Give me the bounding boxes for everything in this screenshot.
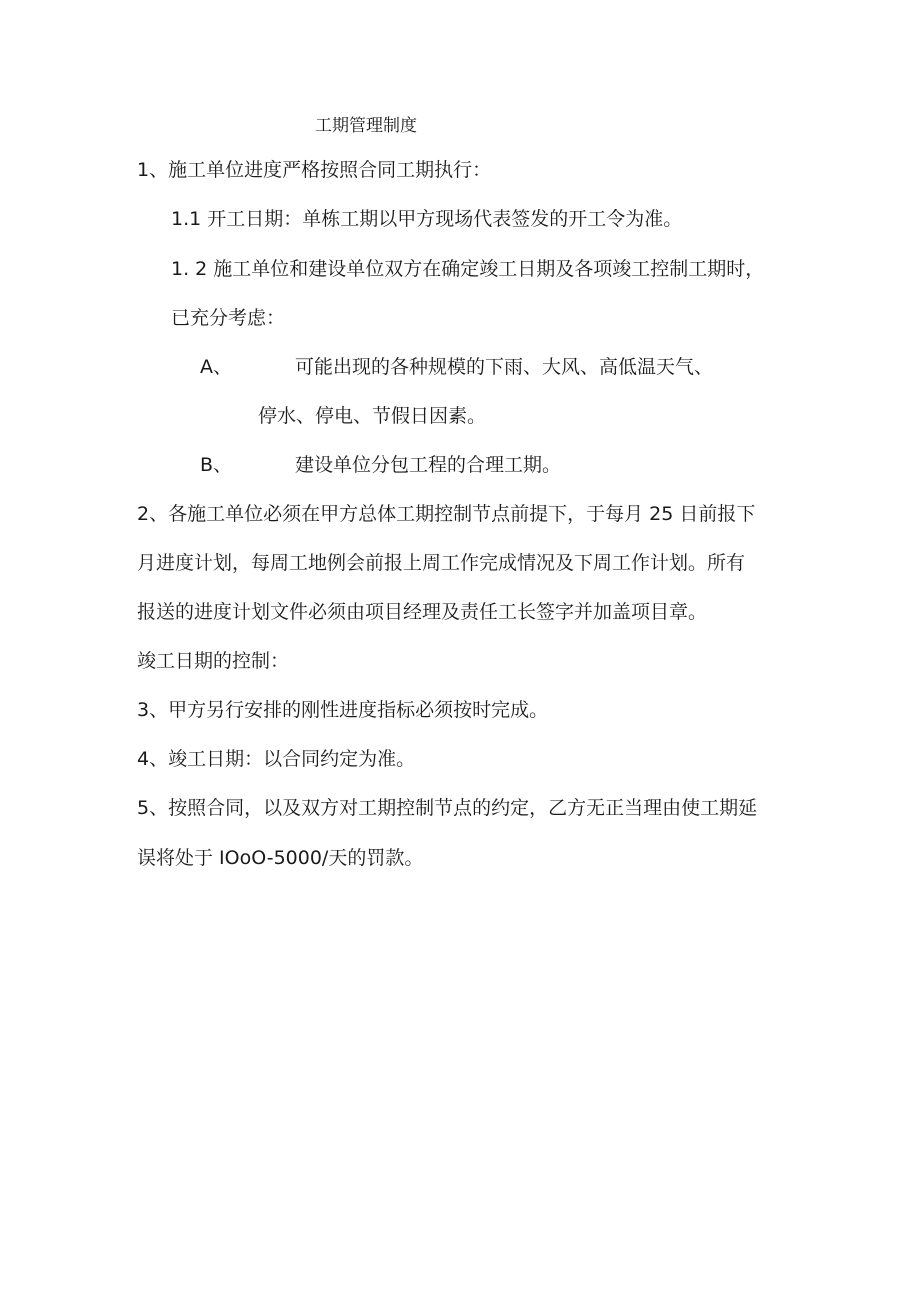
sub-b-marker: B、 <box>200 454 233 476</box>
item-1-2-line2: 已充分考虑： <box>171 307 286 329</box>
item-5-line1: 5、按照合同，以及双方对工期控制节点的约定，乙方无正当理由使工期延 <box>137 797 758 819</box>
item-5-line2: 误将处于 IOoO-5000/天的罚款。 <box>137 847 424 869</box>
item-2-line1: 2、各施工单位必须在甲方总体工期控制节点前提下，于每月 25 日前报下 <box>137 503 756 525</box>
document-title: 工期管理制度 <box>315 116 417 136</box>
heading-completion-control: 竣工日期的控制： <box>137 650 290 672</box>
item-1-1: 1.1 开工日期：单栋工期以甲方现场代表签发的开工令为准。 <box>171 208 683 230</box>
sub-a-line2: 停水、停电、节假日因素。 <box>258 405 487 427</box>
sub-a-marker: A、 <box>200 356 232 378</box>
item-1: 1、施工单位进度严格按照合同工期执行： <box>137 159 492 181</box>
item-2-line3: 报送的进度计划文件必须由项目经理及责任工长签字并加盖项目章。 <box>137 601 708 623</box>
item-4: 4、竣工日期：以合同约定为准。 <box>137 748 416 770</box>
sub-b-line1: 建设单位分包工程的合理工期。 <box>295 454 562 476</box>
item-1-2-line1: 1. 2 施工单位和建设单位双方在确定竣工日期及各项竣工控制工期时， <box>171 258 765 280</box>
item-2-line2: 月进度计划，每周工地例会前报上周工作完成情况及下周工作计划。所有 <box>137 552 746 574</box>
sub-a-line1: 可能出现的各种规模的下雨、大风、高低温天气、 <box>295 356 714 378</box>
item-3: 3、甲方另行安排的刚性进度指标必须按时完成。 <box>137 699 549 721</box>
